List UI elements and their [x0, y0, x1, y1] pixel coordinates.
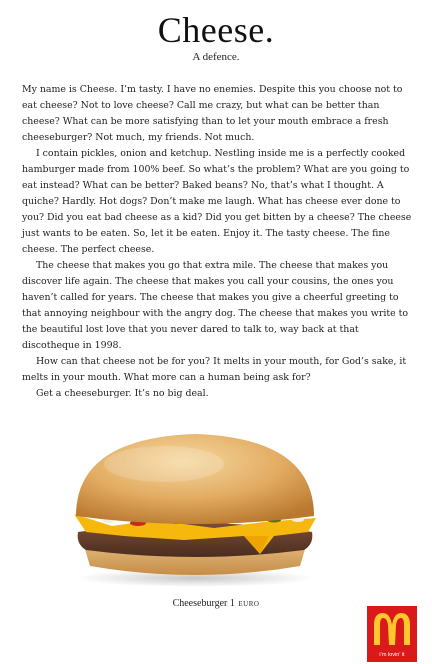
paragraph: Get a cheeseburger. It’s no big deal. [36, 388, 209, 399]
slogan: i’m lovin’ it [379, 652, 405, 658]
body-copy [22, 82, 417, 402]
ad-subtitle: A defence. [192, 51, 240, 63]
paragraph: The cheese that makes you go that extra mile. The cheese that makes you discover life again. The cheese that makes you call your cousins, the ones you haven’t called for years. The cheese that makes you give a cheerful greeting to that annoying neighbour with the angry dog. The cheese that makes you write to the beautiful lost love that you never dared to talk to, way back at that discotheque in 1998. [22, 260, 409, 351]
cheeseburger-image [64, 428, 326, 588]
mcdonalds-logo [367, 606, 417, 662]
product-name: Cheeseburger [172, 598, 228, 609]
golden-arches-icon [372, 611, 412, 647]
paragraph: I contain pickles, onion and ketchup. Nestling inside me is a perfectly cooked hamburger made from 100% beef. So what’s the problem? What are you going to eat instead? What can be better? Baked beans? No, that’s what I thought. A quiche? Hardly. Hot dogs? Don’t make me laugh. What has cheese ever done to you? Did you eat bad cheese as a kid? Did you get bitten by a cheese? The cheese just wants to be eaten. So, let it be eaten. Enjoy it. The tasty cheese. The fine cheese. The perfect cheese. [22, 148, 412, 255]
product-price: 1 euro [229, 598, 260, 609]
paragraph: My name is Cheese. I’m tasty. I have no enemies. Despite this you choose not to eat cheese? Not to love cheese? Call me crazy, but what can be better than cheese? What can be more satisfying than to let your mouth embrace a fresh cheeseburger? Not much, my friends. Not much. [22, 84, 403, 143]
paragraph: How can that cheese not be for you? It melts in your mouth, for God’s sake, it melts in your mouth. What more can a human being ask for? [22, 356, 407, 383]
ad-title: Cheese. [157, 10, 275, 50]
